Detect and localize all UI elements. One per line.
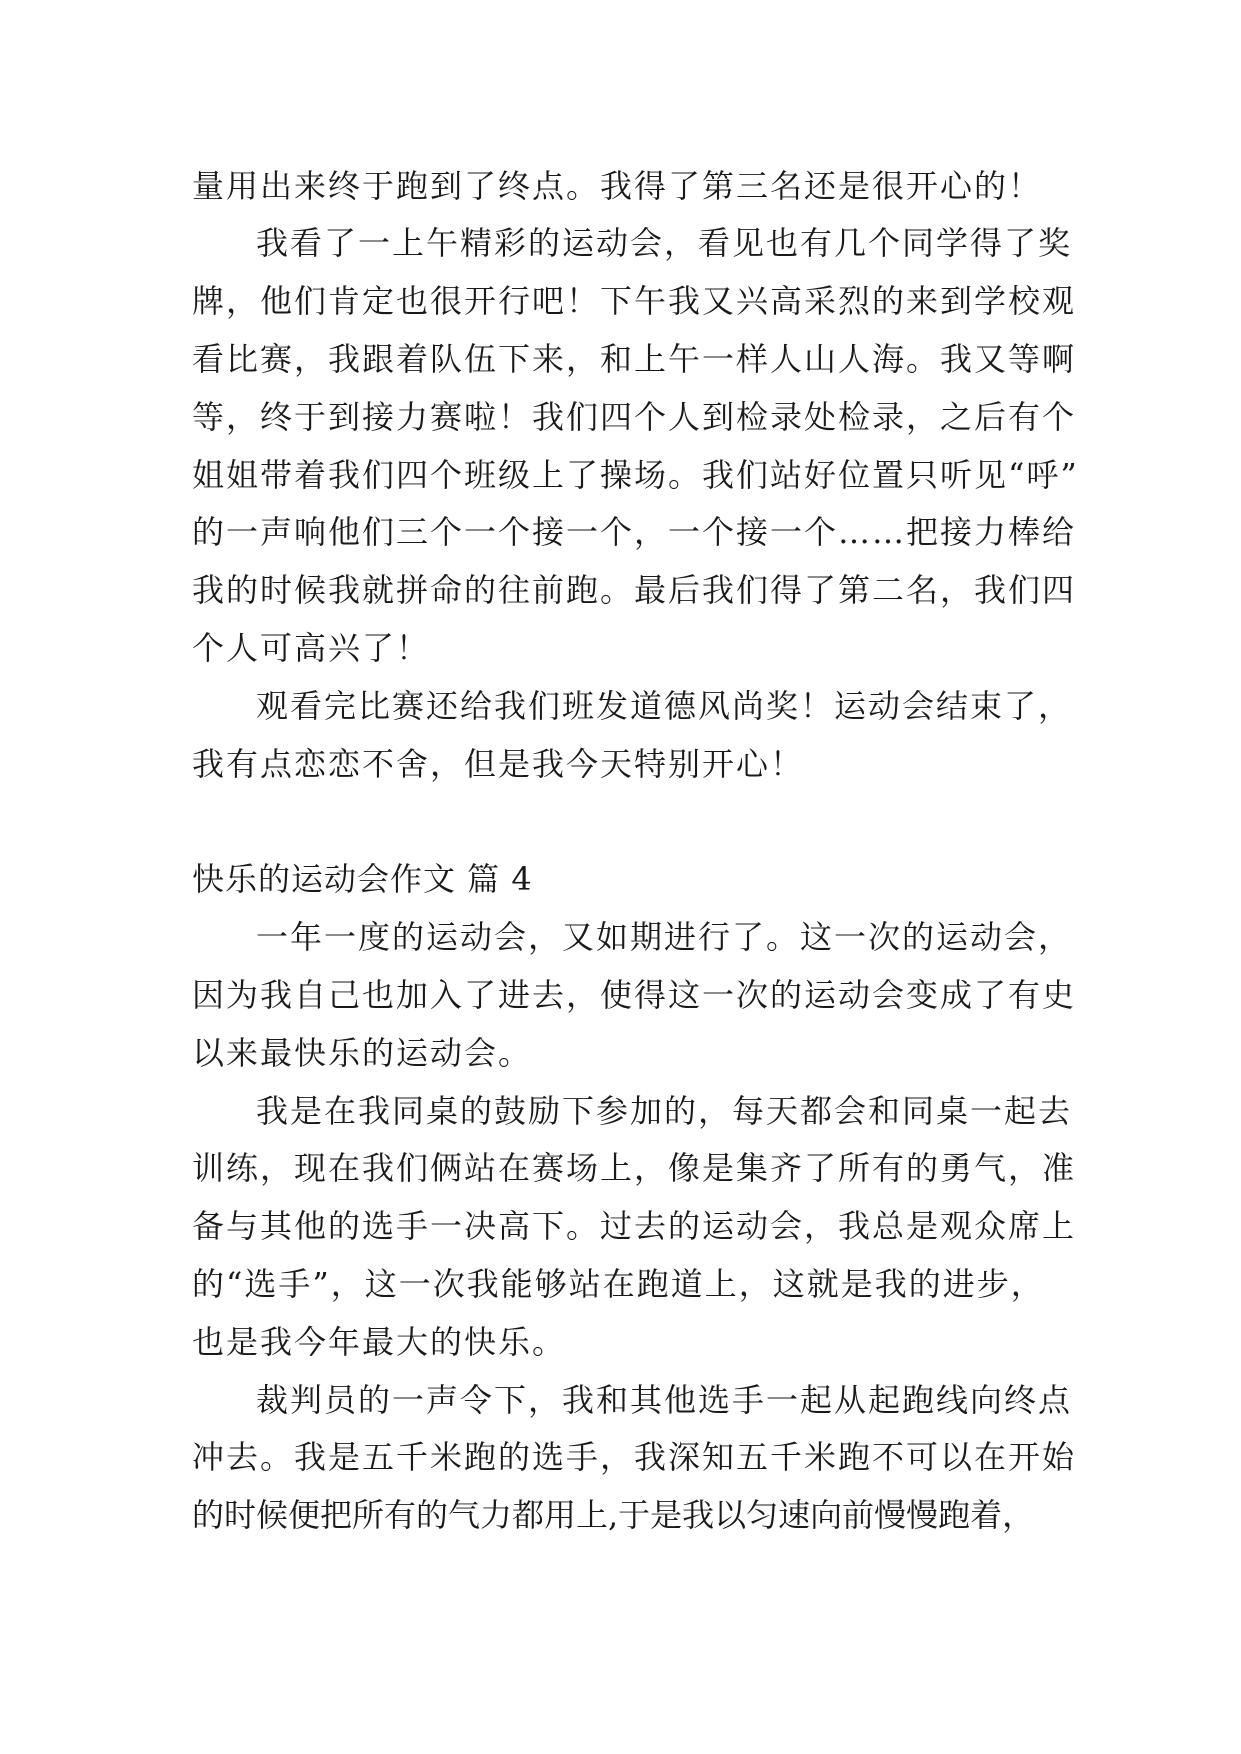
text-line: 一年一度的运动会，又如期进行了。这一次的运动会， bbox=[256, 918, 1073, 956]
text-line: 个人可高兴了！ bbox=[192, 629, 431, 667]
text-line: 的时候便把所有的气力都用上,于是我以匀速向前慢慢跑着， bbox=[192, 1496, 1035, 1534]
text-line: 也是我今年最大的快乐。 bbox=[192, 1323, 567, 1361]
text-line: 因为我自己也加入了进去，使得这一次的运动会变成了有史 bbox=[192, 976, 1077, 1014]
text-line: 裁判员的一声令下，我和其他选手一起从起跑线向终点 bbox=[256, 1381, 1073, 1419]
text-line: 冲去。我是五千米跑的选手，我深知五千米跑不可以在开始 bbox=[192, 1438, 1077, 1476]
text-line: 我有点恋恋不舍，但是我今天特别开心！ bbox=[192, 745, 805, 783]
text-line: 我的时候我就拼命的往前跑。最后我们得了第二名，我们四 bbox=[192, 571, 1077, 609]
text-line: 牌，他们肯定也很开行吧！下午我又兴高采烈的来到学校观 bbox=[192, 282, 1077, 320]
text-line: 量用出来终于跑到了终点。我得了第三名还是很开心的！ bbox=[192, 167, 1043, 205]
text-line: 等，终于到接力赛啦！我们四个人到检录处检录，之后有个 bbox=[192, 398, 1077, 436]
text-line: 的“选手”，这一次我能够站在跑道上，这就是我的进步， bbox=[192, 1265, 1045, 1303]
text-line: 观看完比赛还给我们班发道德风尚奖！运动会结束了， bbox=[256, 687, 1073, 725]
text-line: 的一声响他们三个一个接一个，一个接一个……把接力棒给 bbox=[192, 513, 1077, 551]
text-line: 训练，现在我们俩站在赛场上，像是集齐了所有的勇气，准 bbox=[192, 1149, 1077, 1187]
text-line: 以来最快乐的运动会。 bbox=[192, 1034, 533, 1072]
text-line: 我看了一上午精彩的运动会，看见也有几个同学得了奖 bbox=[256, 224, 1073, 262]
text-line: 姐姐带着我们四个班级上了操场。我们站好位置只听见“呼” bbox=[192, 456, 1079, 494]
text-line: 我是在我同桌的鼓励下参加的，每天都会和同桌一起去 bbox=[256, 1092, 1073, 1130]
text-line: 看比赛，我跟着队伍下来，和上午一样人山人海。我又等啊 bbox=[192, 340, 1077, 378]
section-heading: 快乐的运动会作文 篇 4 bbox=[192, 860, 533, 898]
text-line: 备与其他的选手一决高下。过去的运动会，我总是观众席上 bbox=[192, 1207, 1077, 1245]
